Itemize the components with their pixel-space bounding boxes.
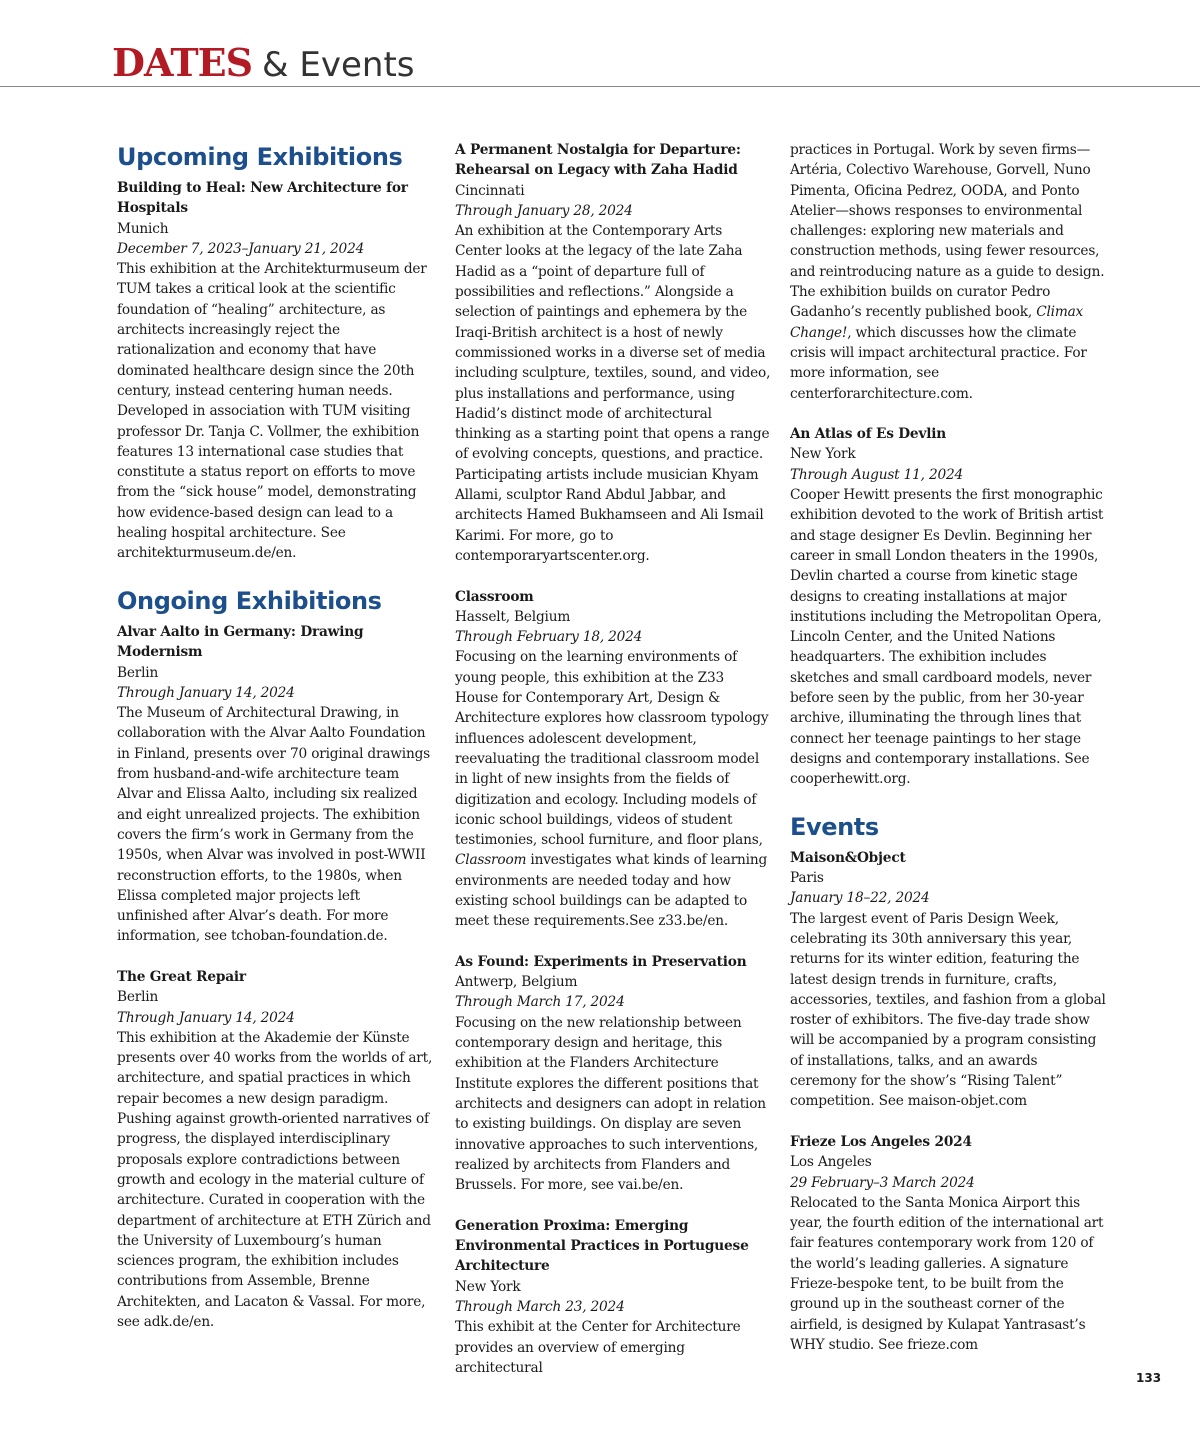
description-text: , which discusses how the climate crisis will impact architectural practice. For more information, see centerforarchitecture.com.	[790, 324, 1087, 402]
listing-description: This exhibition at the Akademie der Künste presents over 40 works from the worlds of art, architecture, and spatial practices in which repair becomes a new design paradigm. Pushing against growth-oriented narratives of progress, the displayed interdisciplinary proposals explore contradictions between growth and ecology in the material culture of architecture. Curated in cooperation with the department of architecture at ETH Zürich and the University of Luxembourg’s human sciences program, the exhibition includes contributions from Assemble, Brenne Architekten, and Lacaton & Vassal. For more, see adk.de/en.	[117, 1029, 433, 1331]
listing-title: As Found: Experiments in Preservation	[455, 953, 747, 970]
page-header	[0, 0, 1200, 87]
listing-description	[455, 647, 771, 931]
listing-dates: Through January 14, 2024	[117, 684, 295, 701]
listing-description	[790, 140, 1106, 404]
listing-description: Relocated to the Santa Monica Airport this year, the fourth edition of the international art fair features contemporary work from 120 of the world’s leading galleries. A signature Frieze-bespoke tent, to be built from the ground up in the southeast corner of the airfield, is designed by Kulapat Yantrasast’s WHY studio. See frieze.com	[790, 1194, 1104, 1353]
listing-dates: 29 February–3 March 2024	[790, 1174, 975, 1191]
listing-great-repair	[117, 967, 433, 1332]
listing-title: Building to Heal: New Architecture for Hospitals	[117, 180, 408, 217]
listing-generation-proxima	[455, 1216, 771, 1378]
listing-title: An Atlas of Es Devlin	[790, 426, 946, 443]
listing-description: An exhibition at the Contemporary Arts Center looks at the legacy of the late Zaha Hadid as a “point of departure full of possibilities and reflections.” Alongside a selection of paintings and ephemera by the Iraqi-British architect is a host of newly commissioned works in a diverse set of media including sculpture, textiles, sound, and video, plus installations and performance, using Hadid’s distinct mode of architectural thinking as a starting point that opens a range of evolving concepts, questions, and practice. Participating artists include musician Khyam Allami, sculptor Rand Abdul Jabbar, and architects Hamed Bukhamseen and Ali Ismail Karimi. For more, go to contemporaryartscenter.org.	[455, 223, 771, 564]
listing-description: The largest event of Paris Design Week, celebrating its 30th anniversary this year, returns for its winter edition, featuring the latest design trends in furniture, crafts, accessories, textiles, and fashion from a global roster of exhibitors. The five-day trade show will be accompanied by a program consisting of installations, talks, and an awards ceremony for the show’s “Rising Talent” competition. See maison-objet.com	[790, 910, 1106, 1110]
listing-dates: Through February 18, 2024	[455, 629, 643, 646]
listing-as-found	[455, 952, 771, 1196]
listing-es-devlin	[790, 424, 1106, 789]
page-number: 133	[1136, 1371, 1162, 1385]
description-text: Focusing on the learning environments of young people, this exhibition at the Z33 House for Contemporary Art, Design & Architecture explores how classroom typology influences adolescent development, reevaluating the traditional classroom model in light of new insights from the fields of digitization and ecology. Including models of iconic school buildings, videos of student testimonies, school furniture, and floor plans,	[455, 649, 769, 849]
listing-dates: Through March 23, 2024	[455, 1298, 625, 1315]
listing-description: This exhibition at the Architekturmuseum der TUM takes a critical look at the scientific foundation of “healing” architecture, as architects increasingly reject the rationalization and economy that have dominated healthcare design since the 20th century, instead centering human needs. Developed in association with TUM visiting professor Dr. Tanja C. Vollmer, the exhibition features 13 international case studies that constitute a status report on efforts to move from the “sick house” model, demonstrating how evidence-based design can lead to a healing hospital architecture. See architekturmuseum.de/en.	[117, 261, 427, 562]
listing-maison-objet	[790, 848, 1106, 1112]
listing-location: Hasselt, Belgium	[455, 608, 571, 625]
description-italic-title: Classroom	[455, 852, 527, 869]
listing-description: This exhibit at the Center for Architecture provides an overview of emerging architectural	[455, 1319, 741, 1376]
listing-title: Generation Proxima: Emerging Environmental Practices in Portuguese Architecture	[455, 1217, 749, 1275]
column-2	[455, 140, 771, 1398]
listing-dates: Through March 17, 2024	[455, 994, 625, 1011]
listing-location: New York	[455, 1278, 521, 1295]
listing-classroom	[455, 587, 771, 932]
listing-location: Berlin	[117, 664, 159, 681]
listing-description: Cooper Hewitt presents the first monographic exhibition devoted to the work of British artist and stage designer Es Devlin. Beginning her career in small London theaters in the 1990s, Devlin charted a course from kinetic stage designs to creating installations at major institutions including the Metropolitan Opera, Lincoln Center, and the United Nations headquarters. The exhibition includes sketches and small cardboard models, never before seen by the public, from her 30-year archive, illuminating the through lines that connect her teenage paintings to her stage designs and contemporary installations. See cooperhewitt.org.	[790, 487, 1104, 788]
listing-alvar-aalto	[117, 622, 433, 947]
section-heading-ongoing: Ongoing Exhibitions	[117, 586, 382, 615]
listing-dates: January 18–22, 2024	[790, 890, 930, 907]
listing-permanent-nostalgia	[455, 140, 771, 566]
listing-title: A Permanent Nostalgia for Departure: Rehearsal on Legacy with Zaha Hadid	[455, 142, 741, 179]
listing-location: Munich	[117, 220, 169, 237]
page-title	[112, 36, 414, 92]
listing-dates: Through January 28, 2024	[455, 202, 633, 219]
listing-frieze-la	[790, 1132, 1106, 1355]
listing-title: The Great Repair	[117, 968, 246, 985]
listing-building-to-heal	[117, 178, 433, 564]
description-text: investigates what kinds of learning environments are needed today and how existing school buildings can be adapted to meet these requirements.See z33.be/en.	[455, 852, 768, 930]
description-text: practices in Portugal. Work by seven firms—Artéria, Colectivo Warehouse, Gorvell, Nuno Pimenta, Oficina Pedrez, OODA, and Ponto Atelier—shows responses to environmental challenges: exploring new materials and construction methods, using fewer resources, and reintroducing nature as a guide to design. The exhibition builds on curator Pedro Gadanho’s recently published book,	[790, 142, 1105, 321]
listing-dates: Through August 11, 2024	[790, 466, 963, 483]
listing-location: Los Angeles	[790, 1154, 872, 1171]
listing-generation-proxima-continued	[790, 140, 1106, 404]
section-heading-upcoming: Upcoming Exhibitions	[117, 143, 403, 171]
section-heading-events: Events	[790, 812, 879, 841]
listing-location: Paris	[790, 870, 824, 887]
listing-description: The Museum of Architectural Drawing, in collaboration with the Alvar Aalto Foundation in Finland, presents over 70 original drawings from husband-and-wife architecture team Alvar and Elissa Aalto, including six realized and eight unrealized projects. The exhibition covers the firm’s work in Germany from the 1950s, when Alvar was involved in post-WWII reconstruction efforts, to the 1980s, when Elissa completed major projects left unfinished after Alvar’s death. For more information, see tchoban-foundation.de.	[117, 705, 430, 945]
listing-description: Focusing on the new relationship between contemporary design and heritage, this exhibition at the Flanders Architecture Institute explores the different positions that architects and designers can adopt in relation to existing buildings. On display are seven innovative approaches to such interventions, realized by architects from Flanders and Brussels. For more, see vai.be/en.	[455, 1014, 766, 1194]
column-3	[790, 140, 1106, 1376]
listing-location: New York	[790, 446, 856, 463]
page-title-strong: DATES	[112, 40, 253, 85]
page-title-rest: & Events	[262, 45, 415, 85]
listing-title: Frieze Los Angeles 2024	[790, 1133, 972, 1150]
listing-dates: Through January 14, 2024	[117, 1009, 295, 1026]
listing-title: Alvar Aalto in Germany: Drawing Modernism	[117, 623, 364, 661]
listing-dates: December 7, 2023–January 21, 2024	[117, 240, 365, 257]
description-italic-title: Climax Change!	[790, 304, 1084, 341]
listing-title: Classroom	[455, 588, 534, 605]
listing-title: Maison&Object	[790, 849, 906, 866]
listing-location: Cincinnati	[455, 182, 525, 199]
column-1	[117, 140, 433, 1353]
listing-location: Antwerp, Belgium	[455, 974, 578, 991]
listing-location: Berlin	[117, 989, 159, 1006]
